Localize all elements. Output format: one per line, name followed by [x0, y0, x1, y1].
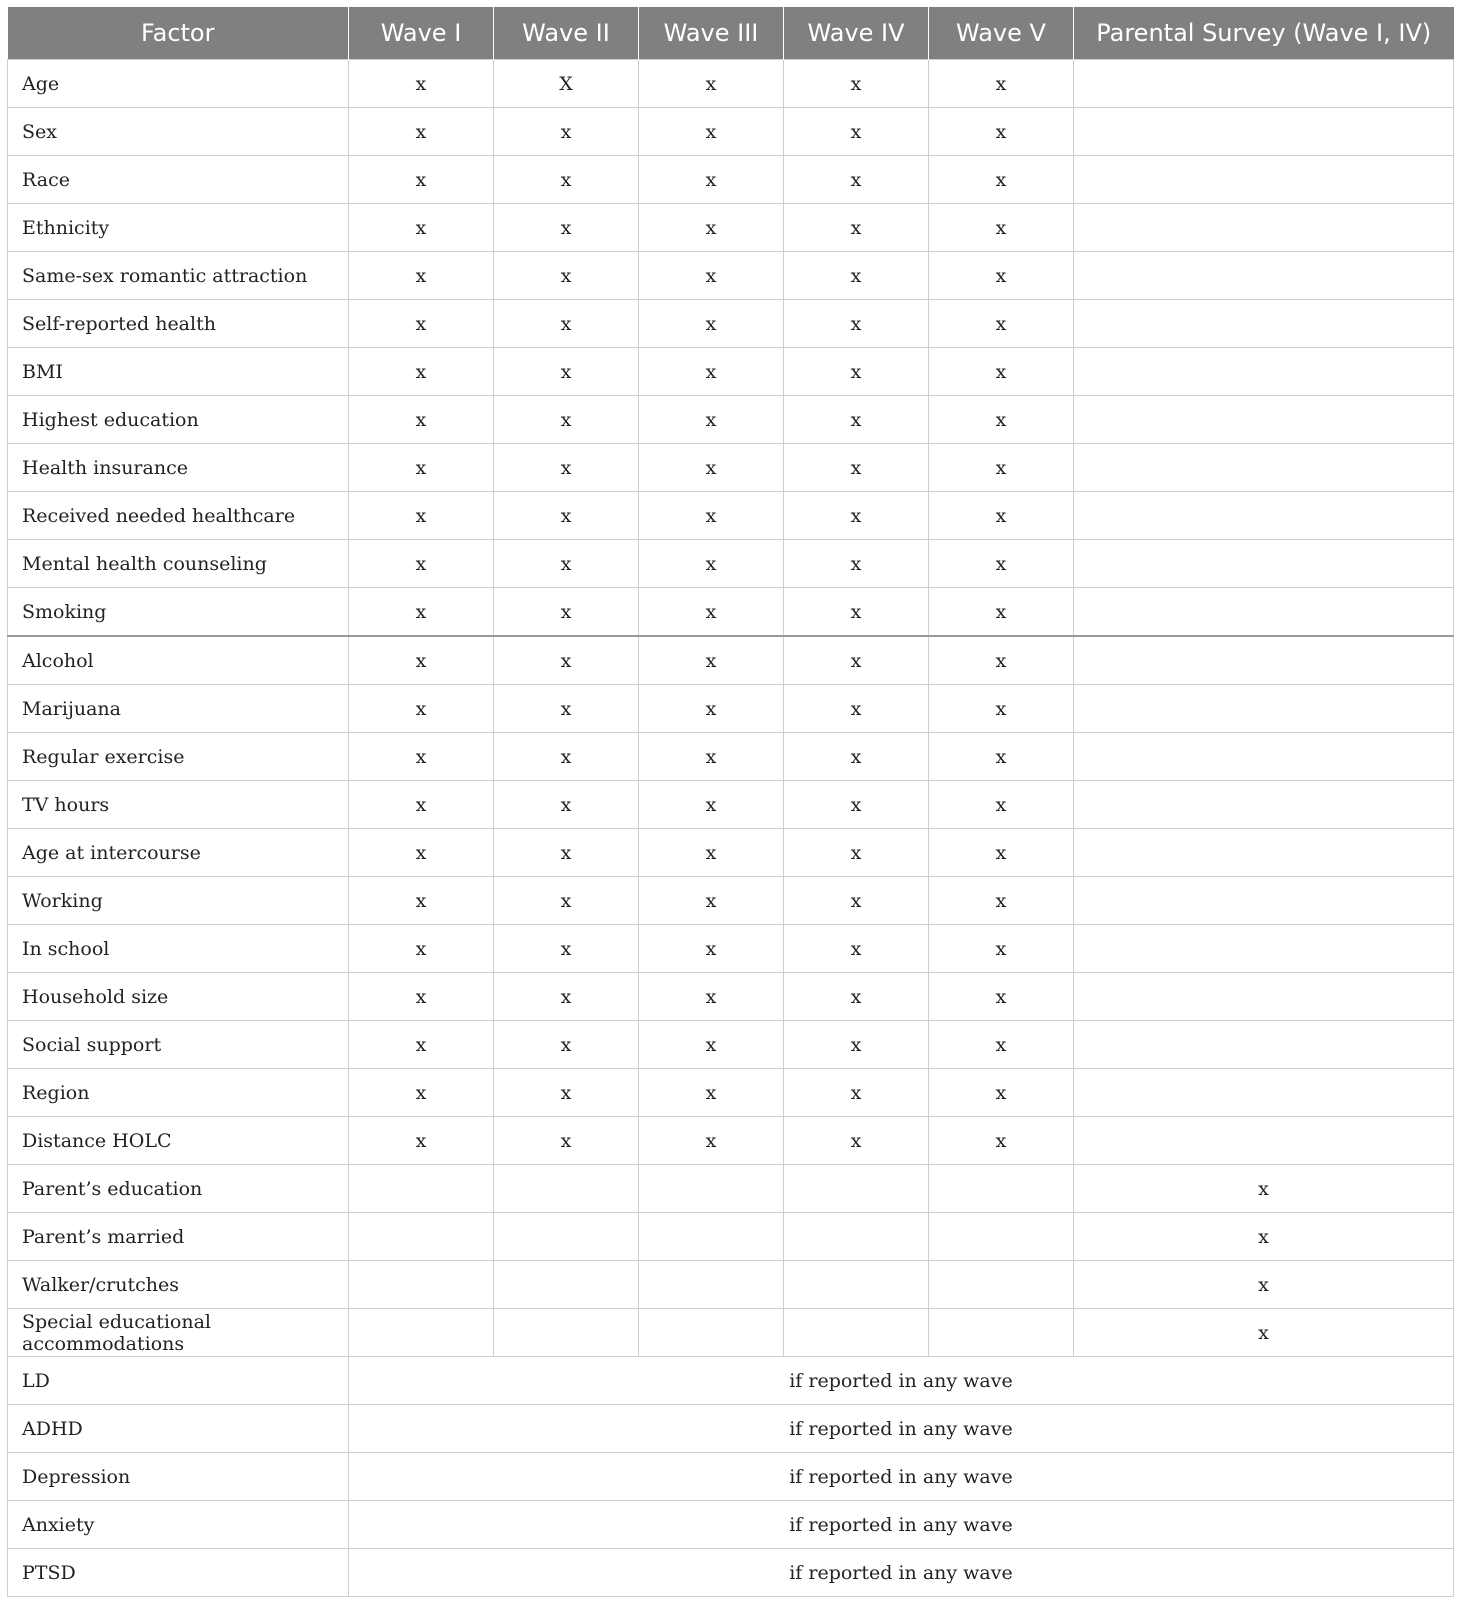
factor-cell: ADHD [8, 1405, 349, 1453]
wave-cell: x [349, 156, 494, 204]
wave-cell [349, 1261, 494, 1309]
wave-cell: x [349, 444, 494, 492]
table-row [8, 204, 1454, 252]
factor-cell: Sex [8, 108, 349, 156]
wave-cell [639, 1261, 784, 1309]
wave-cell: x [639, 540, 784, 588]
any-wave-note: if reported in any wave [349, 1549, 1454, 1597]
factor-cell: TV hours [8, 781, 349, 829]
wave-cell [494, 1261, 639, 1309]
factor-cell: Parent’s education [8, 1165, 349, 1213]
wave-cell: x [784, 925, 929, 973]
wave-cell: x [784, 781, 929, 829]
column-header: Parental Survey (Wave I, IV) [1074, 7, 1454, 60]
wave-cell: x [929, 204, 1074, 252]
wave-cell: x [784, 348, 929, 396]
table-row [8, 1309, 1454, 1357]
wave-cell [494, 1213, 639, 1261]
wave-cell: x [784, 444, 929, 492]
wave-cell: x [494, 733, 639, 781]
wave-cell: x [349, 540, 494, 588]
wave-cell [1074, 636, 1454, 685]
wave-cell: x [494, 300, 639, 348]
factor-cell: Anxiety [8, 1501, 349, 1549]
wave-cell: x [639, 156, 784, 204]
table-row [8, 1117, 1454, 1165]
wave-cell: x [494, 540, 639, 588]
wave-cell: x [494, 1069, 639, 1117]
wave-cell: x [929, 108, 1074, 156]
table-row [8, 1453, 1454, 1501]
table-row [8, 829, 1454, 877]
wave-cell: x [929, 252, 1074, 300]
wave-cell: x [784, 492, 929, 540]
factor-cell: Depression [8, 1453, 349, 1501]
wave-cell [1074, 540, 1454, 588]
wave-cell [494, 1309, 639, 1357]
wave-cell [1074, 60, 1454, 108]
wave-cell: x [784, 60, 929, 108]
wave-cell: x [1074, 1165, 1454, 1213]
table-row [8, 300, 1454, 348]
column-header: Wave IV [784, 7, 929, 60]
table-row [8, 444, 1454, 492]
column-header: Wave I [349, 7, 494, 60]
factor-cell: Walker/crutches [8, 1261, 349, 1309]
table-row [8, 60, 1454, 108]
any-wave-note: if reported in any wave [349, 1501, 1454, 1549]
table-row [8, 108, 1454, 156]
wave-cell [1074, 973, 1454, 1021]
wave-cell: x [784, 204, 929, 252]
wave-cell [1074, 877, 1454, 925]
wave-cell: x [784, 1069, 929, 1117]
table-row [8, 396, 1454, 444]
wave-cell: x [929, 973, 1074, 1021]
wave-cell [1074, 156, 1454, 204]
wave-cell: x [349, 492, 494, 540]
wave-cell: x [349, 925, 494, 973]
wave-cell: x [784, 108, 929, 156]
wave-cell [784, 1165, 929, 1213]
wave-cell: x [929, 636, 1074, 685]
wave-cell: x [639, 1117, 784, 1165]
wave-cell: x [494, 781, 639, 829]
wave-cell: x [494, 252, 639, 300]
wave-cell [1074, 204, 1454, 252]
factor-cell: Alcohol [8, 636, 349, 685]
table-row [8, 877, 1454, 925]
wave-cell: x [784, 1021, 929, 1069]
wave-cell: x [494, 925, 639, 973]
wave-cell: x [494, 973, 639, 1021]
wave-cell: x [494, 444, 639, 492]
table-row [8, 156, 1454, 204]
wave-cell: x [639, 396, 784, 444]
factor-cell: Age [8, 60, 349, 108]
table-body [8, 60, 1454, 1597]
wave-cell: x [929, 877, 1074, 925]
wave-cell: x [639, 252, 784, 300]
factor-cell: PTSD [8, 1549, 349, 1597]
wave-cell: x [784, 829, 929, 877]
wave-cell: x [494, 492, 639, 540]
wave-cell: x [639, 444, 784, 492]
wave-cell: x [494, 1117, 639, 1165]
factor-cell: Working [8, 877, 349, 925]
wave-cell: x [639, 108, 784, 156]
wave-cell: x [784, 636, 929, 685]
wave-cell: x [494, 156, 639, 204]
wave-cell [929, 1165, 1074, 1213]
wave-cell [639, 1213, 784, 1261]
wave-cell: x [929, 925, 1074, 973]
any-wave-note: if reported in any wave [349, 1453, 1454, 1501]
wave-cell: x [349, 1069, 494, 1117]
wave-cell: x [929, 781, 1074, 829]
wave-cell: x [929, 492, 1074, 540]
factor-cell: LD [8, 1357, 349, 1405]
table-row [8, 973, 1454, 1021]
wave-cell: x [494, 1021, 639, 1069]
wave-cell [639, 1165, 784, 1213]
table-row [8, 1021, 1454, 1069]
wave-cell: x [929, 1021, 1074, 1069]
wave-cell [784, 1309, 929, 1357]
wave-cell [1074, 1021, 1454, 1069]
wave-cell: x [349, 60, 494, 108]
factor-cell: Distance HOLC [8, 1117, 349, 1165]
factor-cell: Region [8, 1069, 349, 1117]
wave-cell: x [639, 685, 784, 733]
table-row [8, 540, 1454, 588]
wave-cell: x [784, 252, 929, 300]
wave-cell [1074, 348, 1454, 396]
wave-cell [1074, 733, 1454, 781]
table-row [8, 1357, 1454, 1405]
table-row [8, 252, 1454, 300]
table-row [8, 492, 1454, 540]
table-row [8, 588, 1454, 637]
wave-cell [1074, 492, 1454, 540]
wave-cell: x [929, 396, 1074, 444]
wave-cell [1074, 588, 1454, 637]
wave-cell [1074, 444, 1454, 492]
wave-cell: X [494, 60, 639, 108]
wave-cell: x [349, 781, 494, 829]
column-header-factor: Factor [8, 7, 349, 60]
wave-cell [349, 1213, 494, 1261]
wave-cell: x [639, 204, 784, 252]
wave-cell: x [929, 829, 1074, 877]
wave-cell: x [639, 300, 784, 348]
wave-cell: x [494, 588, 639, 637]
wave-cell: x [784, 156, 929, 204]
any-wave-note: if reported in any wave [349, 1405, 1454, 1453]
wave-cell: x [784, 540, 929, 588]
wave-cell [349, 1165, 494, 1213]
wave-cell: x [494, 636, 639, 685]
table-row [8, 1405, 1454, 1453]
table-row [8, 348, 1454, 396]
wave-cell: x [494, 348, 639, 396]
wave-cell: x [929, 156, 1074, 204]
wave-cell: x [349, 252, 494, 300]
column-header: Wave III [639, 7, 784, 60]
wave-cell: x [639, 348, 784, 396]
wave-cell: x [349, 636, 494, 685]
wave-cell: x [494, 829, 639, 877]
table-row [8, 733, 1454, 781]
wave-cell: x [929, 300, 1074, 348]
wave-cell: x [349, 973, 494, 1021]
wave-cell [784, 1213, 929, 1261]
table-row [8, 1501, 1454, 1549]
wave-cell: x [639, 492, 784, 540]
wave-cell: x [784, 685, 929, 733]
wave-cell: x [1074, 1213, 1454, 1261]
wave-cell: x [784, 1117, 929, 1165]
wave-cell: x [784, 588, 929, 637]
wave-cell [929, 1213, 1074, 1261]
wave-cell: x [1074, 1309, 1454, 1357]
wave-cell [1074, 685, 1454, 733]
wave-cell: x [349, 733, 494, 781]
wave-cell: x [349, 300, 494, 348]
wave-cell [1074, 781, 1454, 829]
wave-cell: x [784, 733, 929, 781]
wave-cell: x [349, 829, 494, 877]
factor-cell: Special educational accommodations [8, 1309, 349, 1357]
factor-cell: Highest education [8, 396, 349, 444]
wave-cell: x [494, 877, 639, 925]
wave-cell: x [784, 396, 929, 444]
wave-cell [929, 1309, 1074, 1357]
wave-cell: x [349, 204, 494, 252]
table-row [8, 781, 1454, 829]
factor-cell: Smoking [8, 588, 349, 637]
wave-cell: x [929, 348, 1074, 396]
any-wave-note: if reported in any wave [349, 1357, 1454, 1405]
table-row [8, 636, 1454, 685]
wave-cell: x [494, 108, 639, 156]
table-row [8, 685, 1454, 733]
wave-cell: x [349, 108, 494, 156]
wave-cell [1074, 1117, 1454, 1165]
wave-cell: x [639, 1021, 784, 1069]
wave-cell: x [929, 540, 1074, 588]
wave-cell: x [494, 685, 639, 733]
wave-cell: x [639, 829, 784, 877]
factor-table [7, 7, 1454, 1597]
wave-cell: x [784, 300, 929, 348]
wave-cell: x [929, 1069, 1074, 1117]
wave-cell [784, 1261, 929, 1309]
wave-cell [1074, 252, 1454, 300]
wave-cell: x [494, 204, 639, 252]
factor-cell: Health insurance [8, 444, 349, 492]
wave-cell: x [639, 588, 784, 637]
table-row [8, 1261, 1454, 1309]
wave-cell: x [639, 877, 784, 925]
table-row [8, 1549, 1454, 1597]
factor-cell: Ethnicity [8, 204, 349, 252]
wave-cell: x [639, 60, 784, 108]
wave-cell: x [929, 60, 1074, 108]
table-row [8, 925, 1454, 973]
wave-cell: x [639, 636, 784, 685]
wave-cell: x [349, 588, 494, 637]
column-header: Wave II [494, 7, 639, 60]
factor-cell: Age at intercourse [8, 829, 349, 877]
wave-cell: x [784, 877, 929, 925]
wave-cell [1074, 829, 1454, 877]
wave-cell: x [929, 733, 1074, 781]
wave-cell: x [1074, 1261, 1454, 1309]
wave-cell [639, 1309, 784, 1357]
wave-cell: x [929, 444, 1074, 492]
wave-cell [1074, 300, 1454, 348]
wave-cell: x [349, 348, 494, 396]
factor-cell: Parent’s married [8, 1213, 349, 1261]
factor-cell: Marijuana [8, 685, 349, 733]
wave-cell [349, 1309, 494, 1357]
wave-cell: x [929, 685, 1074, 733]
wave-cell: x [639, 733, 784, 781]
factor-cell: Same-sex romantic attraction [8, 252, 349, 300]
table-row [8, 1069, 1454, 1117]
factor-cell: Regular exercise [8, 733, 349, 781]
wave-cell: x [639, 925, 784, 973]
factor-cell: Race [8, 156, 349, 204]
wave-cell: x [639, 781, 784, 829]
wave-cell: x [349, 1021, 494, 1069]
wave-cell [929, 1261, 1074, 1309]
factor-cell: In school [8, 925, 349, 973]
factor-cell: Mental health counseling [8, 540, 349, 588]
wave-cell: x [349, 396, 494, 444]
factor-cell: Social support [8, 1021, 349, 1069]
wave-cell [1074, 1069, 1454, 1117]
wave-cell: x [639, 973, 784, 1021]
column-header: Wave V [929, 7, 1074, 60]
table-row [8, 1213, 1454, 1261]
wave-cell: x [349, 1117, 494, 1165]
factor-cell: Received needed healthcare [8, 492, 349, 540]
header-row [8, 7, 1454, 60]
wave-cell [1074, 396, 1454, 444]
wave-cell: x [929, 588, 1074, 637]
wave-cell [1074, 925, 1454, 973]
wave-cell: x [929, 1117, 1074, 1165]
factor-cell: BMI [8, 348, 349, 396]
wave-cell: x [494, 396, 639, 444]
wave-cell: x [349, 685, 494, 733]
table-row [8, 1165, 1454, 1213]
factor-cell: Household size [8, 973, 349, 1021]
factor-cell: Self-reported health [8, 300, 349, 348]
wave-cell: x [639, 1069, 784, 1117]
wave-cell [1074, 108, 1454, 156]
wave-cell: x [349, 877, 494, 925]
wave-cell: x [784, 973, 929, 1021]
wave-cell [494, 1165, 639, 1213]
